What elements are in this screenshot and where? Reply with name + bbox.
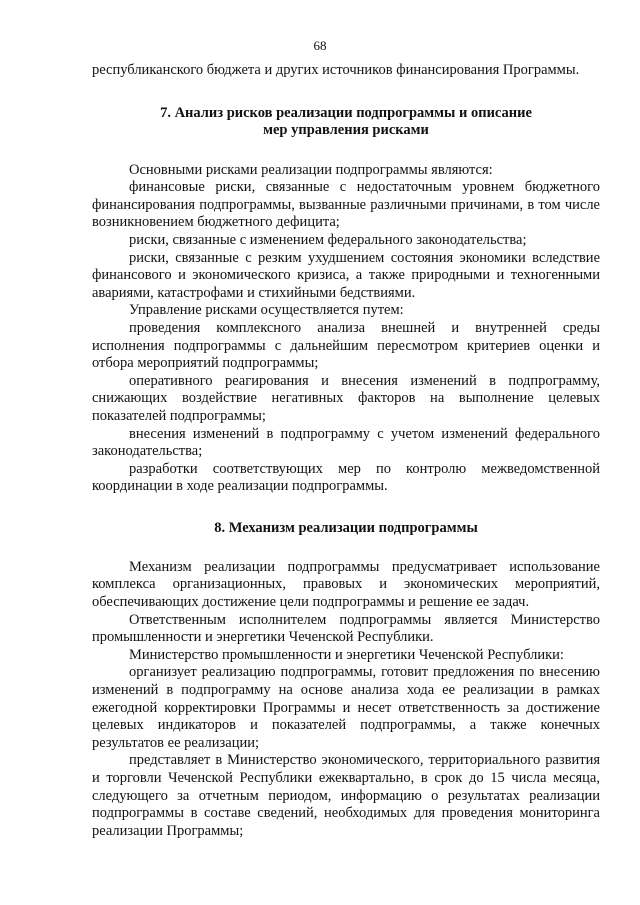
s7-paragraph: риски, связанные с изменением федерального законодательства;	[129, 231, 527, 248]
s8-paragraph: Ответственным исполнителем подпрограммы является Министерство промышленности и энергетики Чеченской Республики.	[92, 611, 600, 646]
s8-paragraph: организует реализацию подпрограммы, готовит предложения по внесению изменений в подпрограмму на основе анализа хода ее реализации в рамках ежегодной корректировки Программы и несет ответственность за достижение целевых индикаторов и показателей подпрограммы, а также конечных результатов ее реализации;	[92, 664, 600, 751]
page-number: 68	[313, 38, 327, 53]
section-7-title-line2: мер управления рисками	[263, 121, 429, 138]
s7-paragraph: финансовые риски, связанные с недостаточным уровнем бюджетного финансирования подпрограммы, вызванные различными причинами, в том числе возникновением бюджетного дефицита;	[92, 179, 600, 231]
s7-paragraph: оперативного реагирования и внесения изменений в подпрограмму, снижающих воздействие негативных факторов на выполнение целевых показателей подпрограммы;	[92, 372, 600, 424]
s7-paragraph: внесения изменений в подпрограмму с учетом изменений федерального законодательства;	[92, 425, 600, 460]
section-8-heading: 8. Механизм реализации подпрограммы	[214, 519, 478, 536]
s7-paragraph: разработки соответствующих мер по контролю межведомственной координации в ходе реализации подпрограммы.	[92, 460, 600, 495]
page-content	[92, 62, 600, 840]
s8-paragraph: Министерство промышленности и энергетики Чеченской Республики:	[129, 646, 564, 663]
s7-paragraph: Основными рисками реализации подпрограммы являются:	[129, 161, 493, 178]
section-7-heading	[92, 105, 600, 139]
s7-paragraph: Управление рисками осуществляется путем:	[129, 302, 404, 319]
s8-paragraph: Механизм реализации подпрограммы предусматривает использование комплекса организационных, правовых и экономических мероприятий, обеспечивающих достижение цели подпрограммы и решение ее задач.	[92, 558, 600, 611]
continuation-paragraph: республиканского бюджета и других источников финансирования Программы.	[92, 62, 580, 78]
s8-paragraph: представляет в Министерство экономического, территориального развития и торговли Чеченской Республики ежеквартально, в срок до 15 числа месяца, следующего за отчетным периодом, информацию о результатах реализации подпрограммы в составе сведений, необходимых для проведения мониторинга реализации Программы;	[92, 752, 600, 839]
s7-paragraph: риски, связанные с резким ухудшением состояния экономики вследствие финансового и экономического кризиса, а также природными и техногенными авариями, катастрофами и стихийными бедствиями.	[92, 249, 600, 301]
s7-paragraph: проведения комплексного анализа внешней и внутренней среды исполнения подпрограммы с дальнейшим пересмотром критериев оценки и отбора мероприятий подпрограммы;	[92, 319, 600, 372]
section-7-title-line1: 7. Анализ рисков реализации подпрограммы и описание	[160, 104, 532, 121]
